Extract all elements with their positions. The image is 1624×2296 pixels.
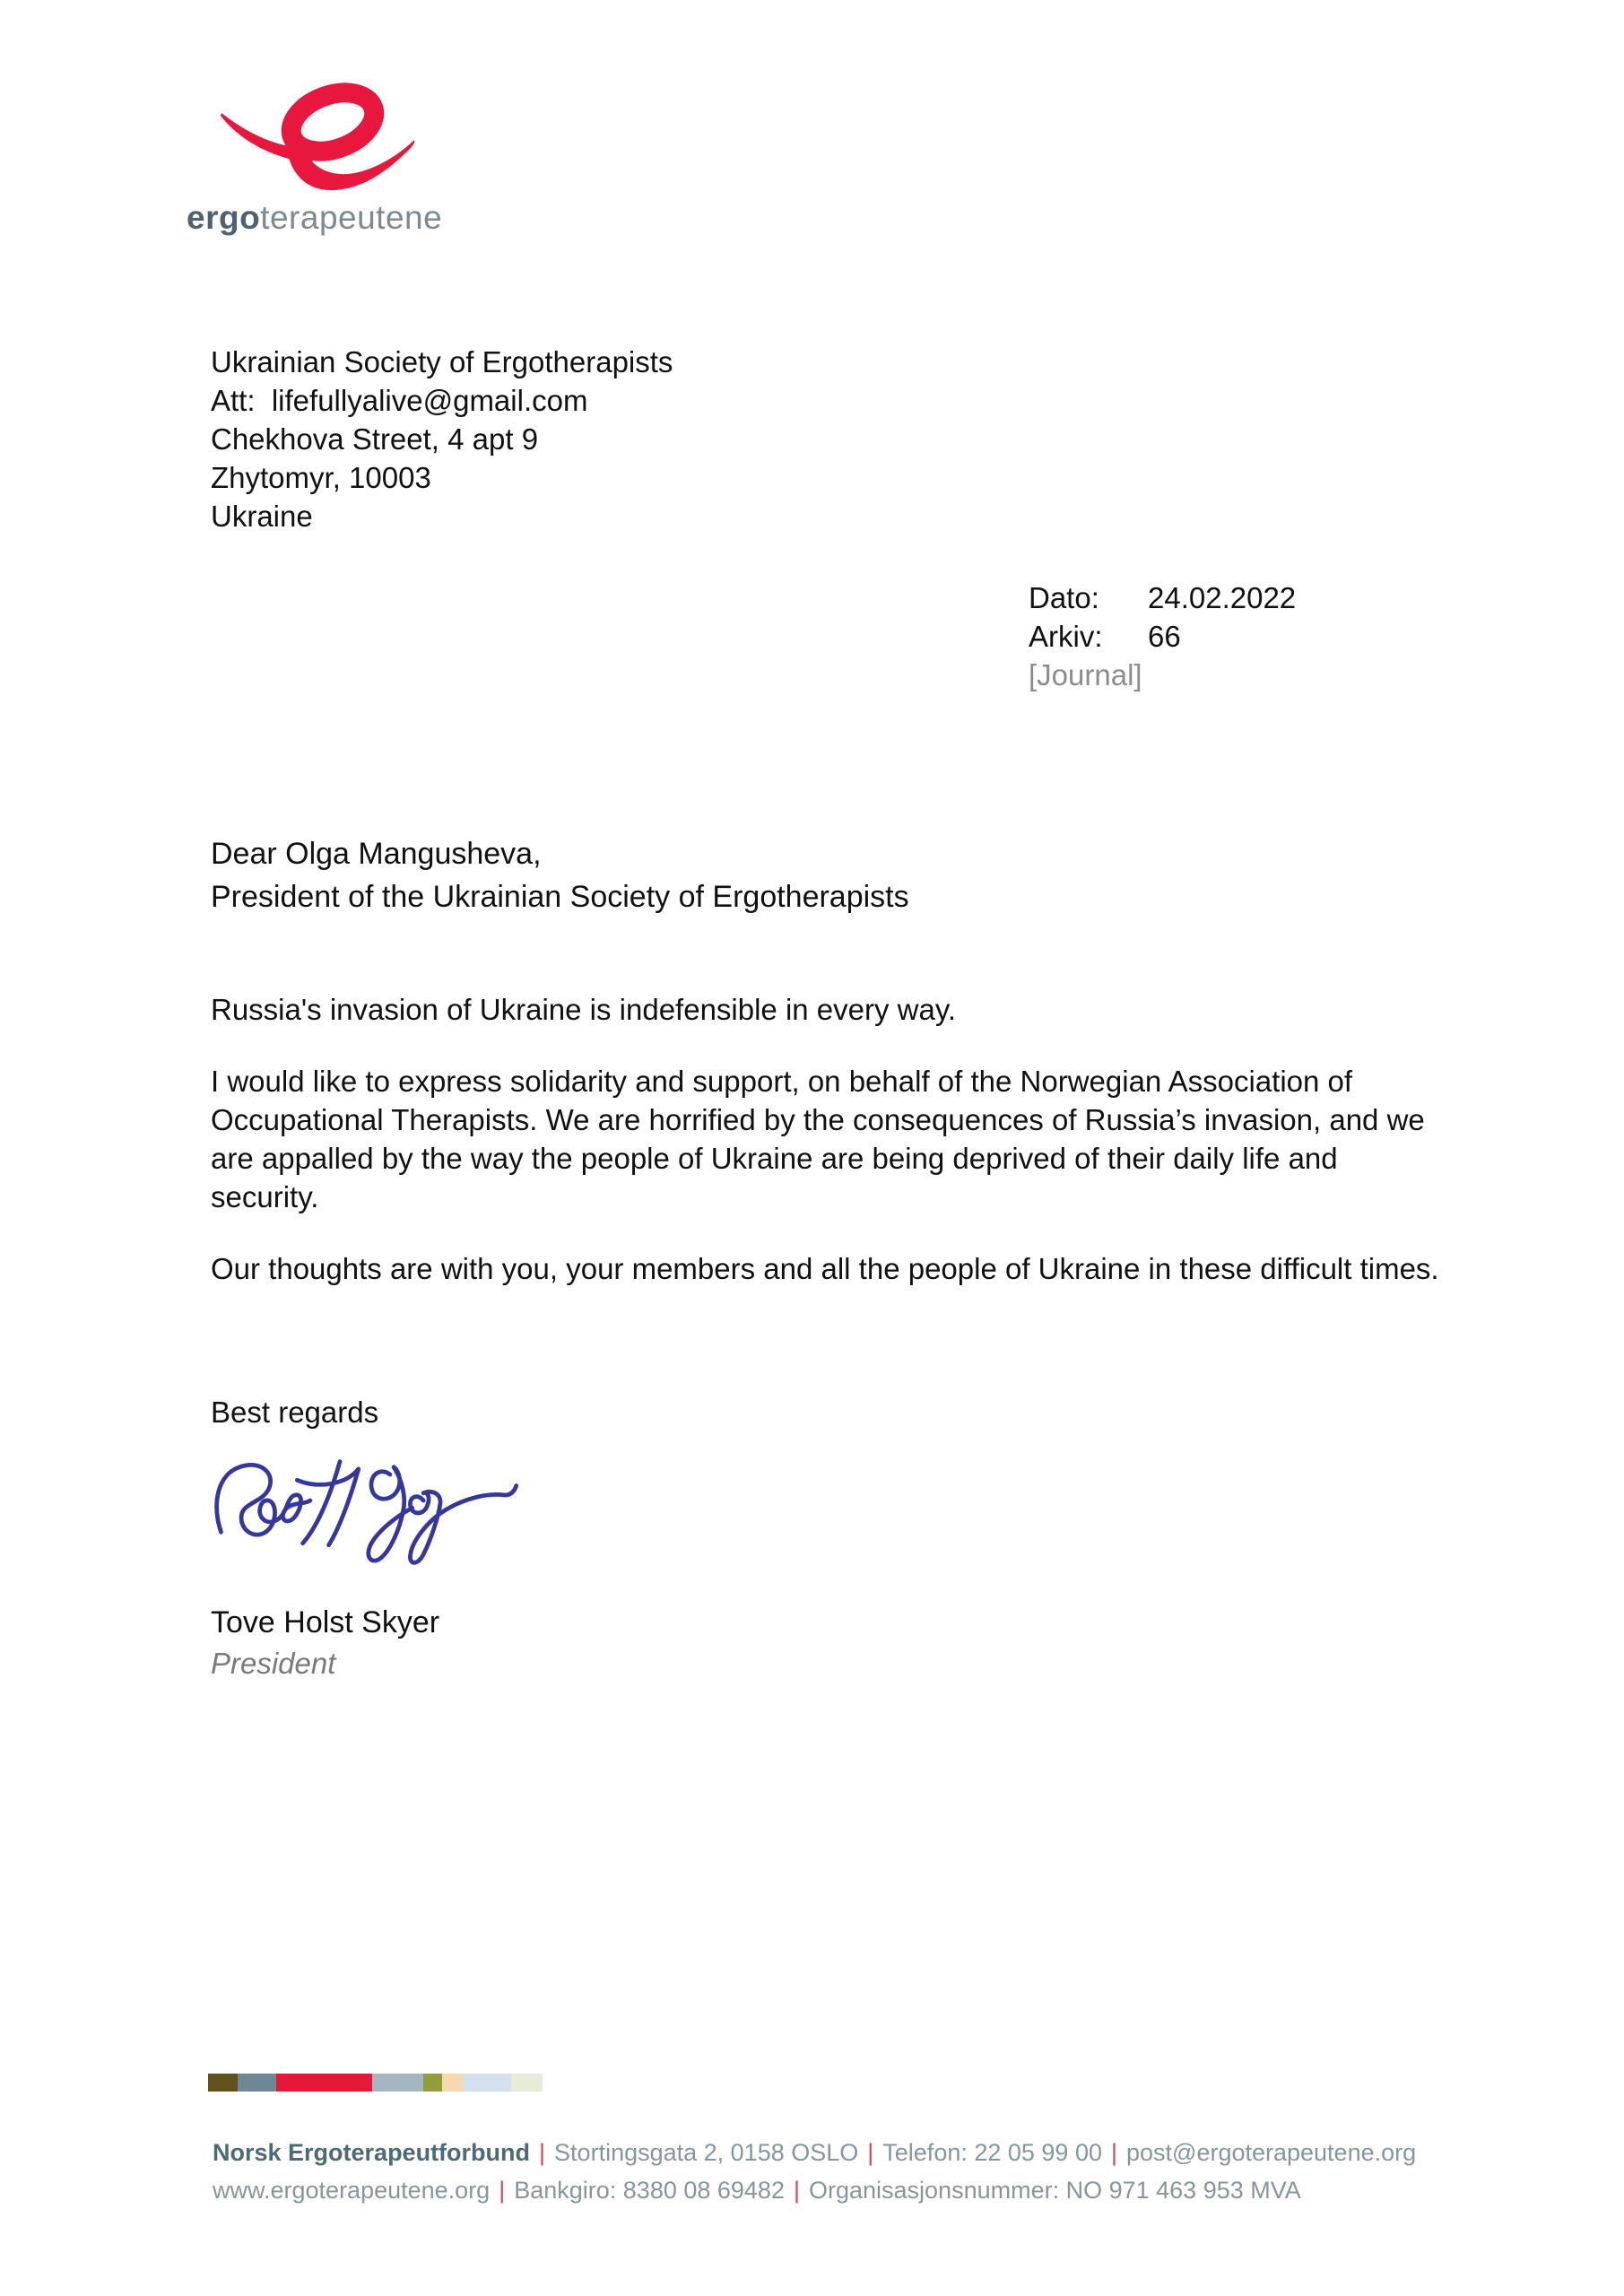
color-bar-segment-dark-olive — [208, 2074, 238, 2092]
meta-date-row — [1029, 578, 1296, 617]
color-bar-segment-slate-blue — [238, 2074, 276, 2092]
footer-color-bar — [208, 2074, 543, 2092]
color-bar-segment-gray-blue — [372, 2074, 423, 2092]
paragraph-3: Our thoughts are with you, your members and all the people of Ukraine in these difficult times. — [211, 1252, 1439, 1285]
footer-separator: | — [499, 2177, 506, 2204]
archive-label: Arkiv: — [1029, 620, 1103, 653]
color-bar-segment-light-blue — [464, 2074, 511, 2092]
letter-meta-block — [1029, 578, 1296, 694]
color-bar-segment-red — [276, 2074, 372, 2092]
brand-wordmark — [187, 199, 442, 237]
footer-separator: | — [793, 2177, 800, 2204]
brand-wordmark-light: terapeutene — [260, 199, 443, 236]
archive-value: 66 — [1148, 620, 1181, 653]
salutation-block — [211, 832, 909, 918]
footer-line-2 — [213, 2171, 1416, 2209]
footer-separator: | — [867, 2139, 874, 2166]
closing-regards: Best regards — [211, 1396, 379, 1429]
ergoterapeutene-logo-icon — [218, 70, 424, 213]
footer-org-number: Organisasjonsnummer: NO 971 463 953 MVA — [808, 2177, 1301, 2204]
handwritten-signature — [208, 1446, 524, 1605]
footer-org-name: Norsk Ergoterapeutforbund — [213, 2139, 531, 2166]
footer-bank-account: Bankgiro: 8380 08 69482 — [514, 2177, 785, 2204]
signer-name: Tove Holst Skyer — [211, 1605, 440, 1639]
brand-wordmark-bold: ergo — [187, 199, 261, 236]
signer-title: President — [211, 1647, 336, 1680]
paragraph-1: Russia's invasion of Ukraine is indefensible in every way. — [211, 993, 957, 1026]
color-bar-segment-pale-green — [511, 2074, 543, 2092]
recipient-address-block — [211, 343, 673, 535]
color-bar-segment-olive-green — [423, 2074, 442, 2092]
journal-placeholder: [Journal] — [1029, 658, 1142, 691]
recipient-country: Ukraine — [211, 500, 313, 533]
footer-contact-block — [213, 2134, 1416, 2209]
footer-line-1 — [213, 2134, 1416, 2171]
recipient-street: Chekhova Street, 4 apt 9 — [211, 422, 539, 456]
letter-body — [211, 990, 1441, 1321]
recipient-city: Zhytomyr, 10003 — [211, 461, 431, 494]
footer-website: www.ergoterapeutene.org — [213, 2177, 491, 2204]
recipient-att-email: Att: lifefullyalive@gmail.com — [211, 384, 588, 417]
footer-separator: | — [1110, 2139, 1117, 2166]
paragraph-2: I would like to express solidarity and support, on behalf of the Norwegian Association of Occupational Therapists. We are horrified by the consequences of Russia’s invasion, and we are appalled by the way the people of Ukraine are being deprived of their daily life and security. — [211, 1065, 1425, 1213]
date-label: Dato: — [1029, 581, 1099, 614]
date-value: 24.02.2022 — [1148, 581, 1297, 614]
footer-separator: | — [539, 2139, 546, 2166]
footer-phone: Telefon: 22 05 99 00 — [882, 2139, 1102, 2166]
color-bar-segment-peach — [442, 2074, 464, 2092]
footer-street-address: Stortingsgata 2, 0158 OSLO — [554, 2139, 859, 2166]
footer-email: post@ergoterapeutene.org — [1126, 2139, 1417, 2166]
meta-archive-row — [1029, 617, 1296, 656]
salutation-title: President of the Ukrainian Society of Ergotherapists — [211, 880, 909, 914]
salutation-name: Dear Olga Mangusheva, — [211, 837, 542, 871]
recipient-org: Ukrainian Society of Ergotherapists — [211, 345, 673, 378]
